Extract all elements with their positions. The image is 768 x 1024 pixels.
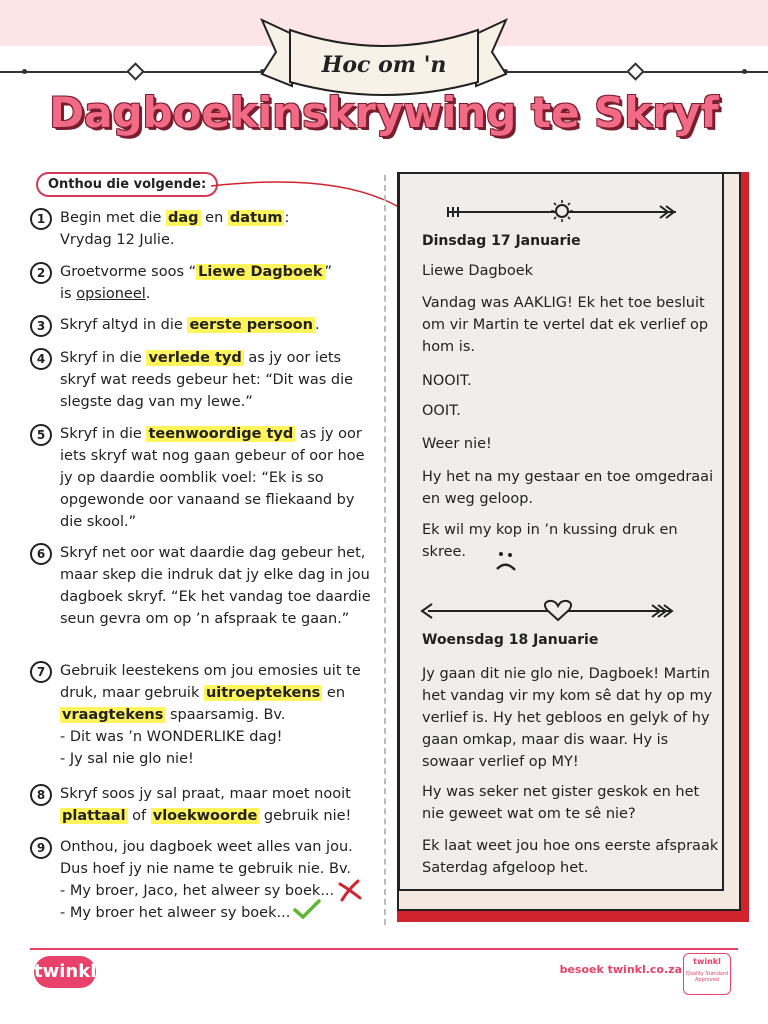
footer-link[interactable]: besoek twinkl.co.za xyxy=(559,963,682,976)
number-badge: 1 xyxy=(30,208,52,230)
sad-face-icon xyxy=(492,548,520,574)
number-badge: 5 xyxy=(30,424,52,446)
number-badge: 7 xyxy=(30,661,52,683)
number-badge: 6 xyxy=(30,543,52,565)
entry-paragraph: Jy gaan dit nie glo nie, Dagboek! Martin het vandag vir my kom sê dat hy op my verlief is. Hy het gebloos en gelyk of hy gaan omkap, maar dis waar. Hy is sowaar verlief op MY! xyxy=(422,666,713,770)
cross-mark-icon xyxy=(336,878,364,902)
check-mark-icon xyxy=(292,898,322,920)
entry-paragraph: OOIT. xyxy=(422,403,461,419)
entry-paragraph: NOOIT. xyxy=(422,373,472,389)
curved-arrow-icon xyxy=(205,170,425,230)
number-badge: 4 xyxy=(30,348,52,370)
number-badge: 2 xyxy=(30,262,52,284)
entry-paragraph: Vandag was AAKLIG! Ek het toe besluit om vir Martin te vertel dat ek verlief op hom is. xyxy=(422,295,709,355)
page-title: Dagboekinskrywing te Skryf xyxy=(49,88,719,137)
entry-date: Woensdag 18 Januarie xyxy=(422,632,599,648)
twinkl-logo: twinkl xyxy=(34,956,96,988)
heart-arrow-icon xyxy=(418,598,680,624)
quality-badge: twinkl Quality Standard Approved xyxy=(683,953,731,995)
entry-paragraph: Ek laat weet jou hoe ons eerste afspraak Saterdag afgeloop het. xyxy=(422,838,719,876)
remember-label: Onthou die volgende: xyxy=(36,172,218,197)
column-divider xyxy=(384,175,386,925)
entry-paragraph: Weer nie! xyxy=(422,436,492,452)
entry-paragraph: Hy het na my gestaar en toe omgedraai en weg geloop. xyxy=(422,469,714,507)
arrow-divider-icon xyxy=(444,198,680,224)
number-badge: 3 xyxy=(30,315,52,337)
number-badge: 8 xyxy=(30,784,52,806)
banner-subtitle: Hoc om 'n xyxy=(321,52,447,78)
entry-paragraph: Hy was seker net gister geskok en het nie geweet wat om te sê nie? xyxy=(422,784,700,822)
number-badge: 9 xyxy=(30,837,52,859)
footer-rule xyxy=(30,948,738,950)
entry-date: Dinsdag 17 Januarie xyxy=(422,233,581,249)
entry-paragraph: Ek wil my kop in ’n kussing druk en skree. xyxy=(422,522,678,560)
entry-greeting: Liewe Dagboek xyxy=(422,263,534,279)
